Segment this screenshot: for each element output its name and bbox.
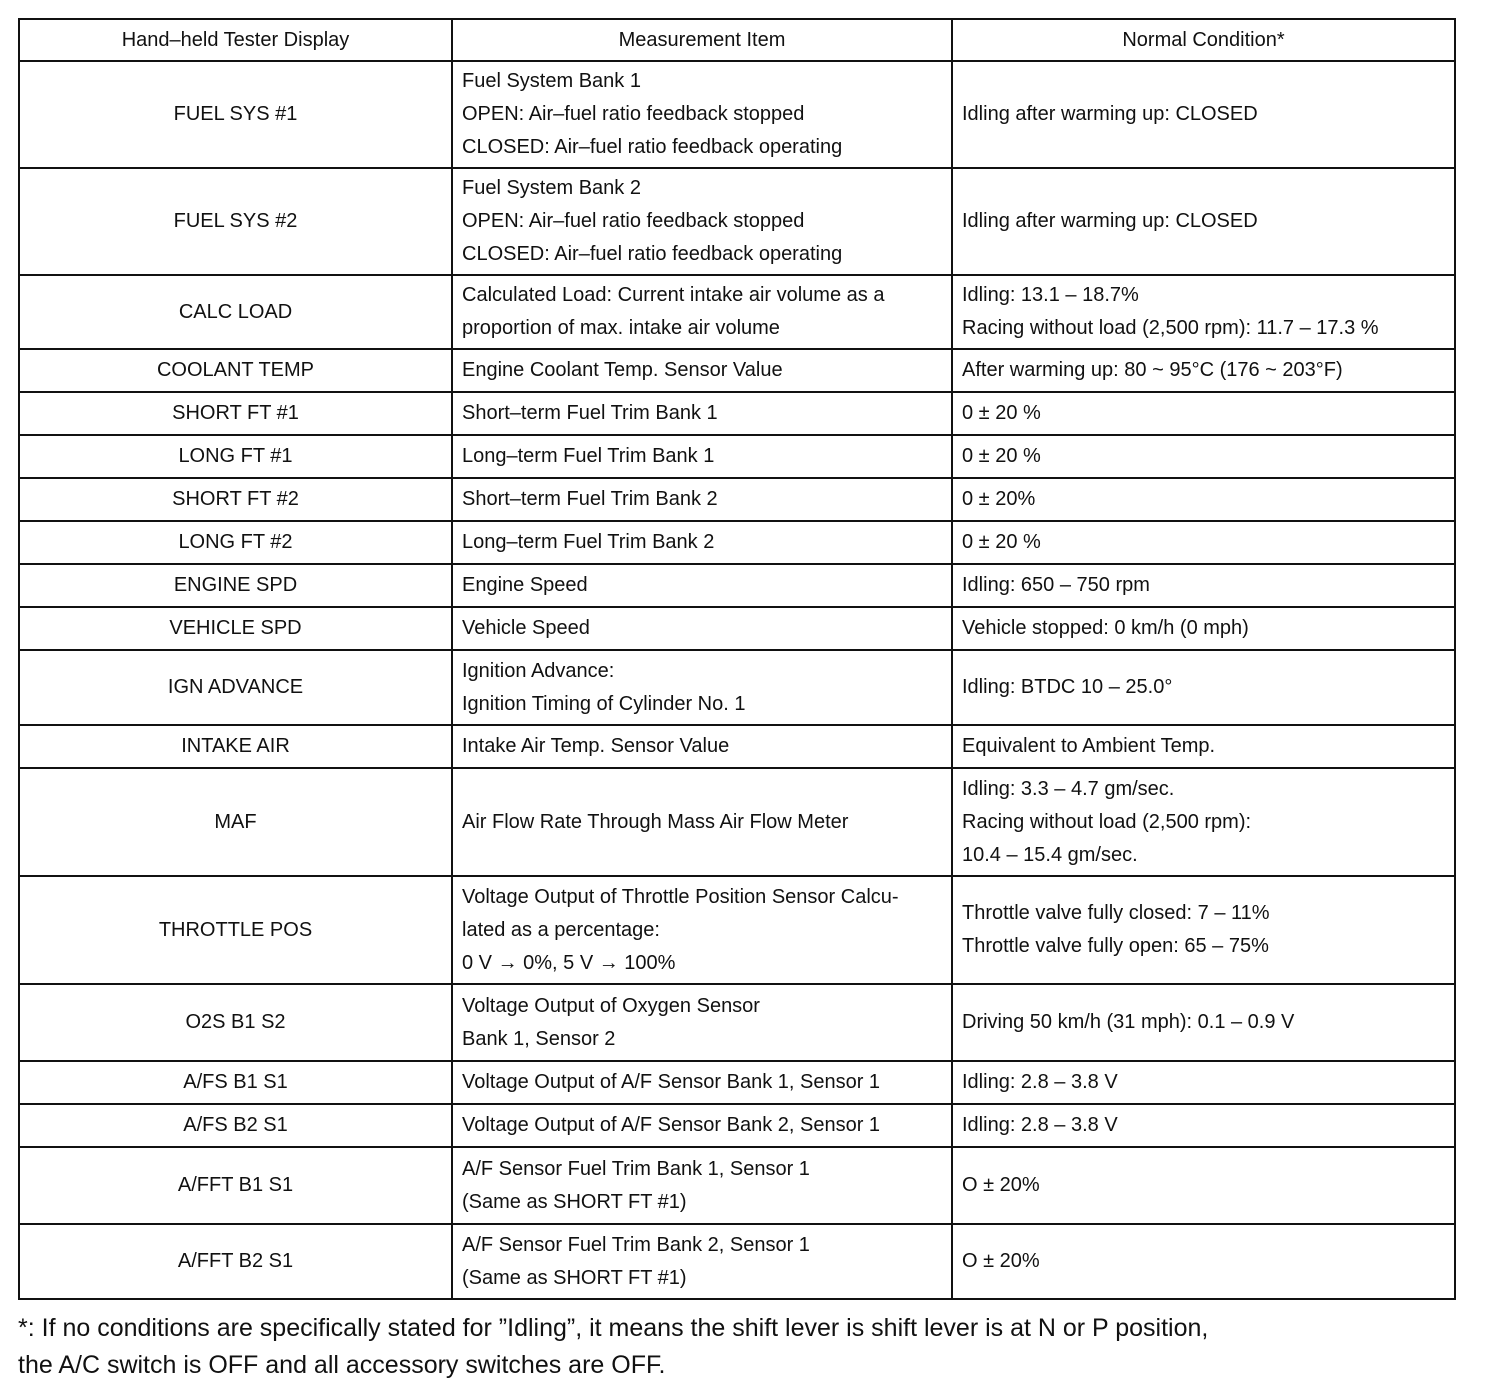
footnote-line: the A/C switch is OFF and all accessory switches are OFF. <box>18 1351 666 1379</box>
measurement-item-line: Engine Speed <box>462 574 588 596</box>
normal-condition-line: Idling: BTDC 10 – 25.0° <box>962 676 1173 698</box>
normal-condition-line: Idling: 2.8 – 3.8 V <box>962 1071 1118 1093</box>
table-row <box>19 1147 1455 1224</box>
measurement-item-line: A/F Sensor Fuel Trim Bank 1, Sensor 1 <box>462 1157 810 1180</box>
table-row <box>19 349 1455 392</box>
tester-display-cell: A/FFT B1 S1 <box>19 1147 452 1224</box>
tester-display-cell: FUEL SYS #1 <box>19 61 452 168</box>
normal-condition-cell <box>952 1224 1455 1299</box>
normal-condition-line: Idling: 2.8 – 3.8 V <box>962 1114 1118 1136</box>
normal-condition-line: Vehicle stopped: 0 km/h (0 mph) <box>962 617 1249 639</box>
measurement-item-cell <box>452 725 952 768</box>
measurement-item-line: Intake Air Temp. Sensor Value <box>462 735 730 757</box>
measurement-item-line: Bank 1, Sensor 2 <box>462 1027 616 1050</box>
measurement-item-cell <box>452 61 952 168</box>
measurement-item-line: Vehicle Speed <box>462 617 590 639</box>
table-body <box>19 61 1455 1299</box>
footnote <box>18 1310 1488 1384</box>
table-row <box>19 1224 1455 1299</box>
tester-display-cell: THROTTLE POS <box>19 876 452 984</box>
normal-condition-cell <box>952 984 1455 1061</box>
table-row <box>19 768 1455 876</box>
normal-condition-line: O ± 20% <box>962 1250 1040 1272</box>
measurement-item-line: A/F Sensor Fuel Trim Bank 2, Sensor 1 <box>462 1233 810 1256</box>
normal-condition-cell <box>952 349 1455 392</box>
table-row <box>19 275 1455 349</box>
measurement-item-line: Voltage Output of Throttle Position Sensor Calcu- <box>462 885 899 908</box>
normal-condition-line: Driving 50 km/h (31 mph): 0.1 – 0.9 V <box>962 1011 1295 1033</box>
measurement-item-line: lated as a percentage: <box>462 918 660 941</box>
header-display: Hand–held Tester Display <box>19 19 452 61</box>
measurement-item-line: Voltage Output of A/F Sensor Bank 2, Sensor 1 <box>462 1114 881 1136</box>
normal-condition-line: 0 ± 20 % <box>962 402 1041 424</box>
table-row <box>19 521 1455 564</box>
normal-condition-cell <box>952 168 1455 275</box>
tester-display-cell: A/FS B2 S1 <box>19 1104 452 1147</box>
header-row <box>19 19 1455 61</box>
measurement-item-cell <box>452 650 952 725</box>
measurement-item-line: proportion of max. intake air volume <box>462 317 780 339</box>
normal-condition-line: Throttle valve fully closed: 7 – 11% <box>962 902 1270 924</box>
measurement-item-line: Engine Coolant Temp. Sensor Value <box>462 359 783 381</box>
normal-condition-line: Racing without load (2,500 rpm): <box>962 810 1252 833</box>
table-row <box>19 725 1455 768</box>
normal-condition-cell <box>952 1147 1455 1224</box>
table-row <box>19 1061 1455 1104</box>
tester-display-cell: COOLANT TEMP <box>19 349 452 392</box>
measurement-item-line: Ignition Advance: <box>462 659 615 682</box>
normal-condition-line: Idling: 650 – 750 rpm <box>962 574 1150 596</box>
normal-condition-line: Idling after warming up: CLOSED <box>962 103 1258 125</box>
normal-condition-cell <box>952 768 1455 876</box>
normal-condition-cell <box>952 650 1455 725</box>
measurement-item-line: Ignition Timing of Cylinder No. 1 <box>462 692 746 715</box>
measurement-item-cell <box>452 521 952 564</box>
normal-condition-line: 0 ± 20% <box>962 488 1036 510</box>
measurement-item-line: Calculated Load: Current intake air volume as a <box>462 284 885 306</box>
measurement-item-cell <box>452 1224 952 1299</box>
normal-condition-line: 0 ± 20 % <box>962 531 1041 553</box>
tester-display-cell: MAF <box>19 768 452 876</box>
normal-condition-cell <box>952 478 1455 521</box>
normal-condition-cell <box>952 564 1455 607</box>
normal-condition-cell <box>952 876 1455 984</box>
normal-condition-line: Idling: 3.3 – 4.7 gm/sec. <box>962 777 1175 800</box>
header-normal-condition: Normal Condition* <box>952 19 1455 61</box>
measurement-item-cell <box>452 392 952 435</box>
normal-condition-cell <box>952 392 1455 435</box>
tester-display-cell: VEHICLE SPD <box>19 607 452 650</box>
normal-condition-line: 0 ± 20 % <box>962 445 1041 467</box>
normal-condition-line: Equivalent to Ambient Temp. <box>962 735 1216 757</box>
measurement-item-line: OPEN: Air–fuel ratio feedback stopped <box>462 103 805 125</box>
normal-condition-line: Idling: 13.1 – 18.7% <box>962 284 1139 306</box>
header-measurement-item: Measurement Item <box>452 19 952 61</box>
measurement-item-cell <box>452 607 952 650</box>
table-row <box>19 61 1455 168</box>
tester-display-cell: A/FS B1 S1 <box>19 1061 452 1104</box>
table-row <box>19 650 1455 725</box>
normal-condition-cell <box>952 725 1455 768</box>
tester-display-cell: LONG FT #1 <box>19 435 452 478</box>
normal-condition-cell <box>952 1061 1455 1104</box>
normal-condition-line: Idling after warming up: CLOSED <box>962 210 1258 232</box>
normal-condition-line: Racing without load (2,500 rpm): 11.7 – 17.3 % <box>962 317 1379 339</box>
measurement-item-line: (Same as SHORT FT #1) <box>462 1266 687 1289</box>
tester-display-cell: SHORT FT #2 <box>19 478 452 521</box>
spec-sheet <box>18 18 1454 1300</box>
measurement-item-line: 0 V → 0%, 5 V → 100% <box>462 951 676 974</box>
measurement-item-line: CLOSED: Air–fuel ratio feedback operating <box>462 136 843 158</box>
measurement-item-line: CLOSED: Air–fuel ratio feedback operating <box>462 243 843 265</box>
measurement-item-line: Short–term Fuel Trim Bank 1 <box>462 402 718 424</box>
normal-condition-cell <box>952 521 1455 564</box>
measurement-item-cell <box>452 435 952 478</box>
measurement-item-cell <box>452 1147 952 1224</box>
tester-display-cell: ENGINE SPD <box>19 564 452 607</box>
measurement-item-line: (Same as SHORT FT #1) <box>462 1190 687 1213</box>
measurement-item-cell <box>452 275 952 349</box>
tester-display-cell: A/FFT B2 S1 <box>19 1224 452 1299</box>
normal-condition-line: O ± 20% <box>962 1174 1040 1196</box>
table-row <box>19 1104 1455 1147</box>
normal-condition-cell <box>952 435 1455 478</box>
normal-condition-line: After warming up: 80 ~ 95°C (176 ~ 203°F) <box>962 359 1343 381</box>
tester-display-cell: O2S B1 S2 <box>19 984 452 1061</box>
measurement-item-cell <box>452 768 952 876</box>
measurement-item-line: Short–term Fuel Trim Bank 2 <box>462 488 718 510</box>
measurement-item-cell <box>452 478 952 521</box>
tester-display-cell: LONG FT #2 <box>19 521 452 564</box>
measurement-item-line: Fuel System Bank 1 <box>462 70 641 92</box>
tester-display-cell: CALC LOAD <box>19 275 452 349</box>
measurement-item-line: Air Flow Rate Through Mass Air Flow Meter <box>462 810 849 833</box>
normal-condition-cell <box>952 607 1455 650</box>
measurement-item-cell <box>452 349 952 392</box>
table-row <box>19 607 1455 650</box>
normal-condition-line: Throttle valve fully open: 65 – 75% <box>962 935 1269 957</box>
tester-display-table <box>18 18 1456 1300</box>
tester-display-cell: IGN ADVANCE <box>19 650 452 725</box>
normal-condition-cell <box>952 1104 1455 1147</box>
measurement-item-cell <box>452 984 952 1061</box>
measurement-item-cell <box>452 168 952 275</box>
footnote-line: *: If no conditions are specifically stated for ”Idling”, it means the shift lever is shift lever is at N or P position, <box>18 1314 1209 1342</box>
measurement-item-cell <box>452 564 952 607</box>
tester-display-cell: SHORT FT #1 <box>19 392 452 435</box>
tester-display-cell: INTAKE AIR <box>19 725 452 768</box>
table-row <box>19 984 1455 1061</box>
normal-condition-cell <box>952 275 1455 349</box>
measurement-item-line: Fuel System Bank 2 <box>462 177 641 199</box>
measurement-item-line: Voltage Output of Oxygen Sensor <box>462 994 760 1017</box>
table-row <box>19 876 1455 984</box>
tester-display-cell: FUEL SYS #2 <box>19 168 452 275</box>
measurement-item-line: Voltage Output of A/F Sensor Bank 1, Sensor 1 <box>462 1071 881 1093</box>
table-row <box>19 168 1455 275</box>
measurement-item-cell <box>452 876 952 984</box>
normal-condition-line: 10.4 – 15.4 gm/sec. <box>962 843 1138 866</box>
measurement-item-line: OPEN: Air–fuel ratio feedback stopped <box>462 210 805 232</box>
table-row <box>19 435 1455 478</box>
measurement-item-cell <box>452 1061 952 1104</box>
table-row <box>19 564 1455 607</box>
measurement-item-line: Long–term Fuel Trim Bank 2 <box>462 531 715 553</box>
normal-condition-cell <box>952 61 1455 168</box>
measurement-item-cell <box>452 1104 952 1147</box>
table-row <box>19 478 1455 521</box>
measurement-item-line: Long–term Fuel Trim Bank 1 <box>462 445 715 467</box>
table-header <box>19 19 1455 61</box>
table-row <box>19 392 1455 435</box>
